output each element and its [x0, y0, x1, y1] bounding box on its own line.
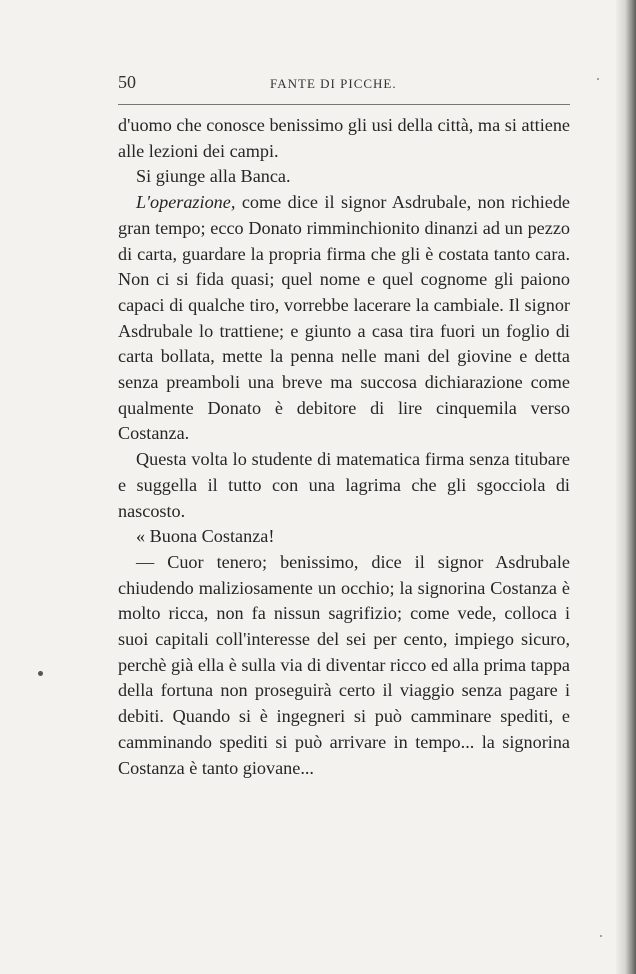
paper-speck — [600, 935, 602, 937]
paragraph — [118, 190, 570, 447]
quote-line: « Buona Costanza! — [136, 526, 275, 547]
paragraph-text: come dice il signor Asdrubale, non richiede gran tempo; ecco Donato rimminchionito dinanzi ad un pezzo di carta, guardare la propria firma che gli è costata tanto cara. Non ci si fida quasi; quel nome e quel cognome gli paiono capaci di qualche tiro, vorrebbe lacerare la cambiale. Il signor Asdrubale lo trattiene; e giunto a casa tira fuori un foglio di carta bollata, mette la penna nelle mani del giovine e detta senza preamboli una breve ma succosa dichiarazione come qualmente Donato è debitore di lire cinquemila verso Costanza. — [118, 192, 570, 444]
page-edge-shadow — [616, 0, 636, 974]
paper-speck — [597, 78, 599, 80]
body-text — [118, 113, 570, 781]
running-title: FANTE DI PICCHE. — [270, 76, 397, 91]
margin-ink-spot — [38, 671, 43, 676]
page-number: 50 — [118, 72, 136, 92]
emphasis-text: L'operazione, — [136, 192, 236, 213]
paragraph-continuation: d'uomo che conosce benissimo gli usi della città, ma si attiene alle lezioni dei campi. — [118, 115, 570, 161]
page-header — [118, 72, 572, 96]
header-rule — [118, 104, 570, 105]
paragraph: Questa volta lo studente di matematica firma senza titubare e suggella il tutto con una lagrima che gli sgocciola di nascosto. — [118, 449, 570, 521]
paragraph: Si giunge alla Banca. — [136, 166, 291, 187]
dialogue-paragraph: — Cuor tenero; benissimo, dice il signor Asdrubale chiudendo maliziosamente un occhio; la signorina Costanza è molto ricca, non fa nissun sagrifizio; come vede, colloca i suoi capitali coll'interesse del sei per cento, impiego sicuro, perchè già ella è sulla via di diventar ricco ed alla prima tappa della fortuna non proseguirà certo il viaggio senza pagare i debiti. Quando si è ingegneri si può camminare spediti, e camminando spediti si può arrivare in tempo... la signorina Costanza è tanto giovane... — [118, 551, 570, 778]
